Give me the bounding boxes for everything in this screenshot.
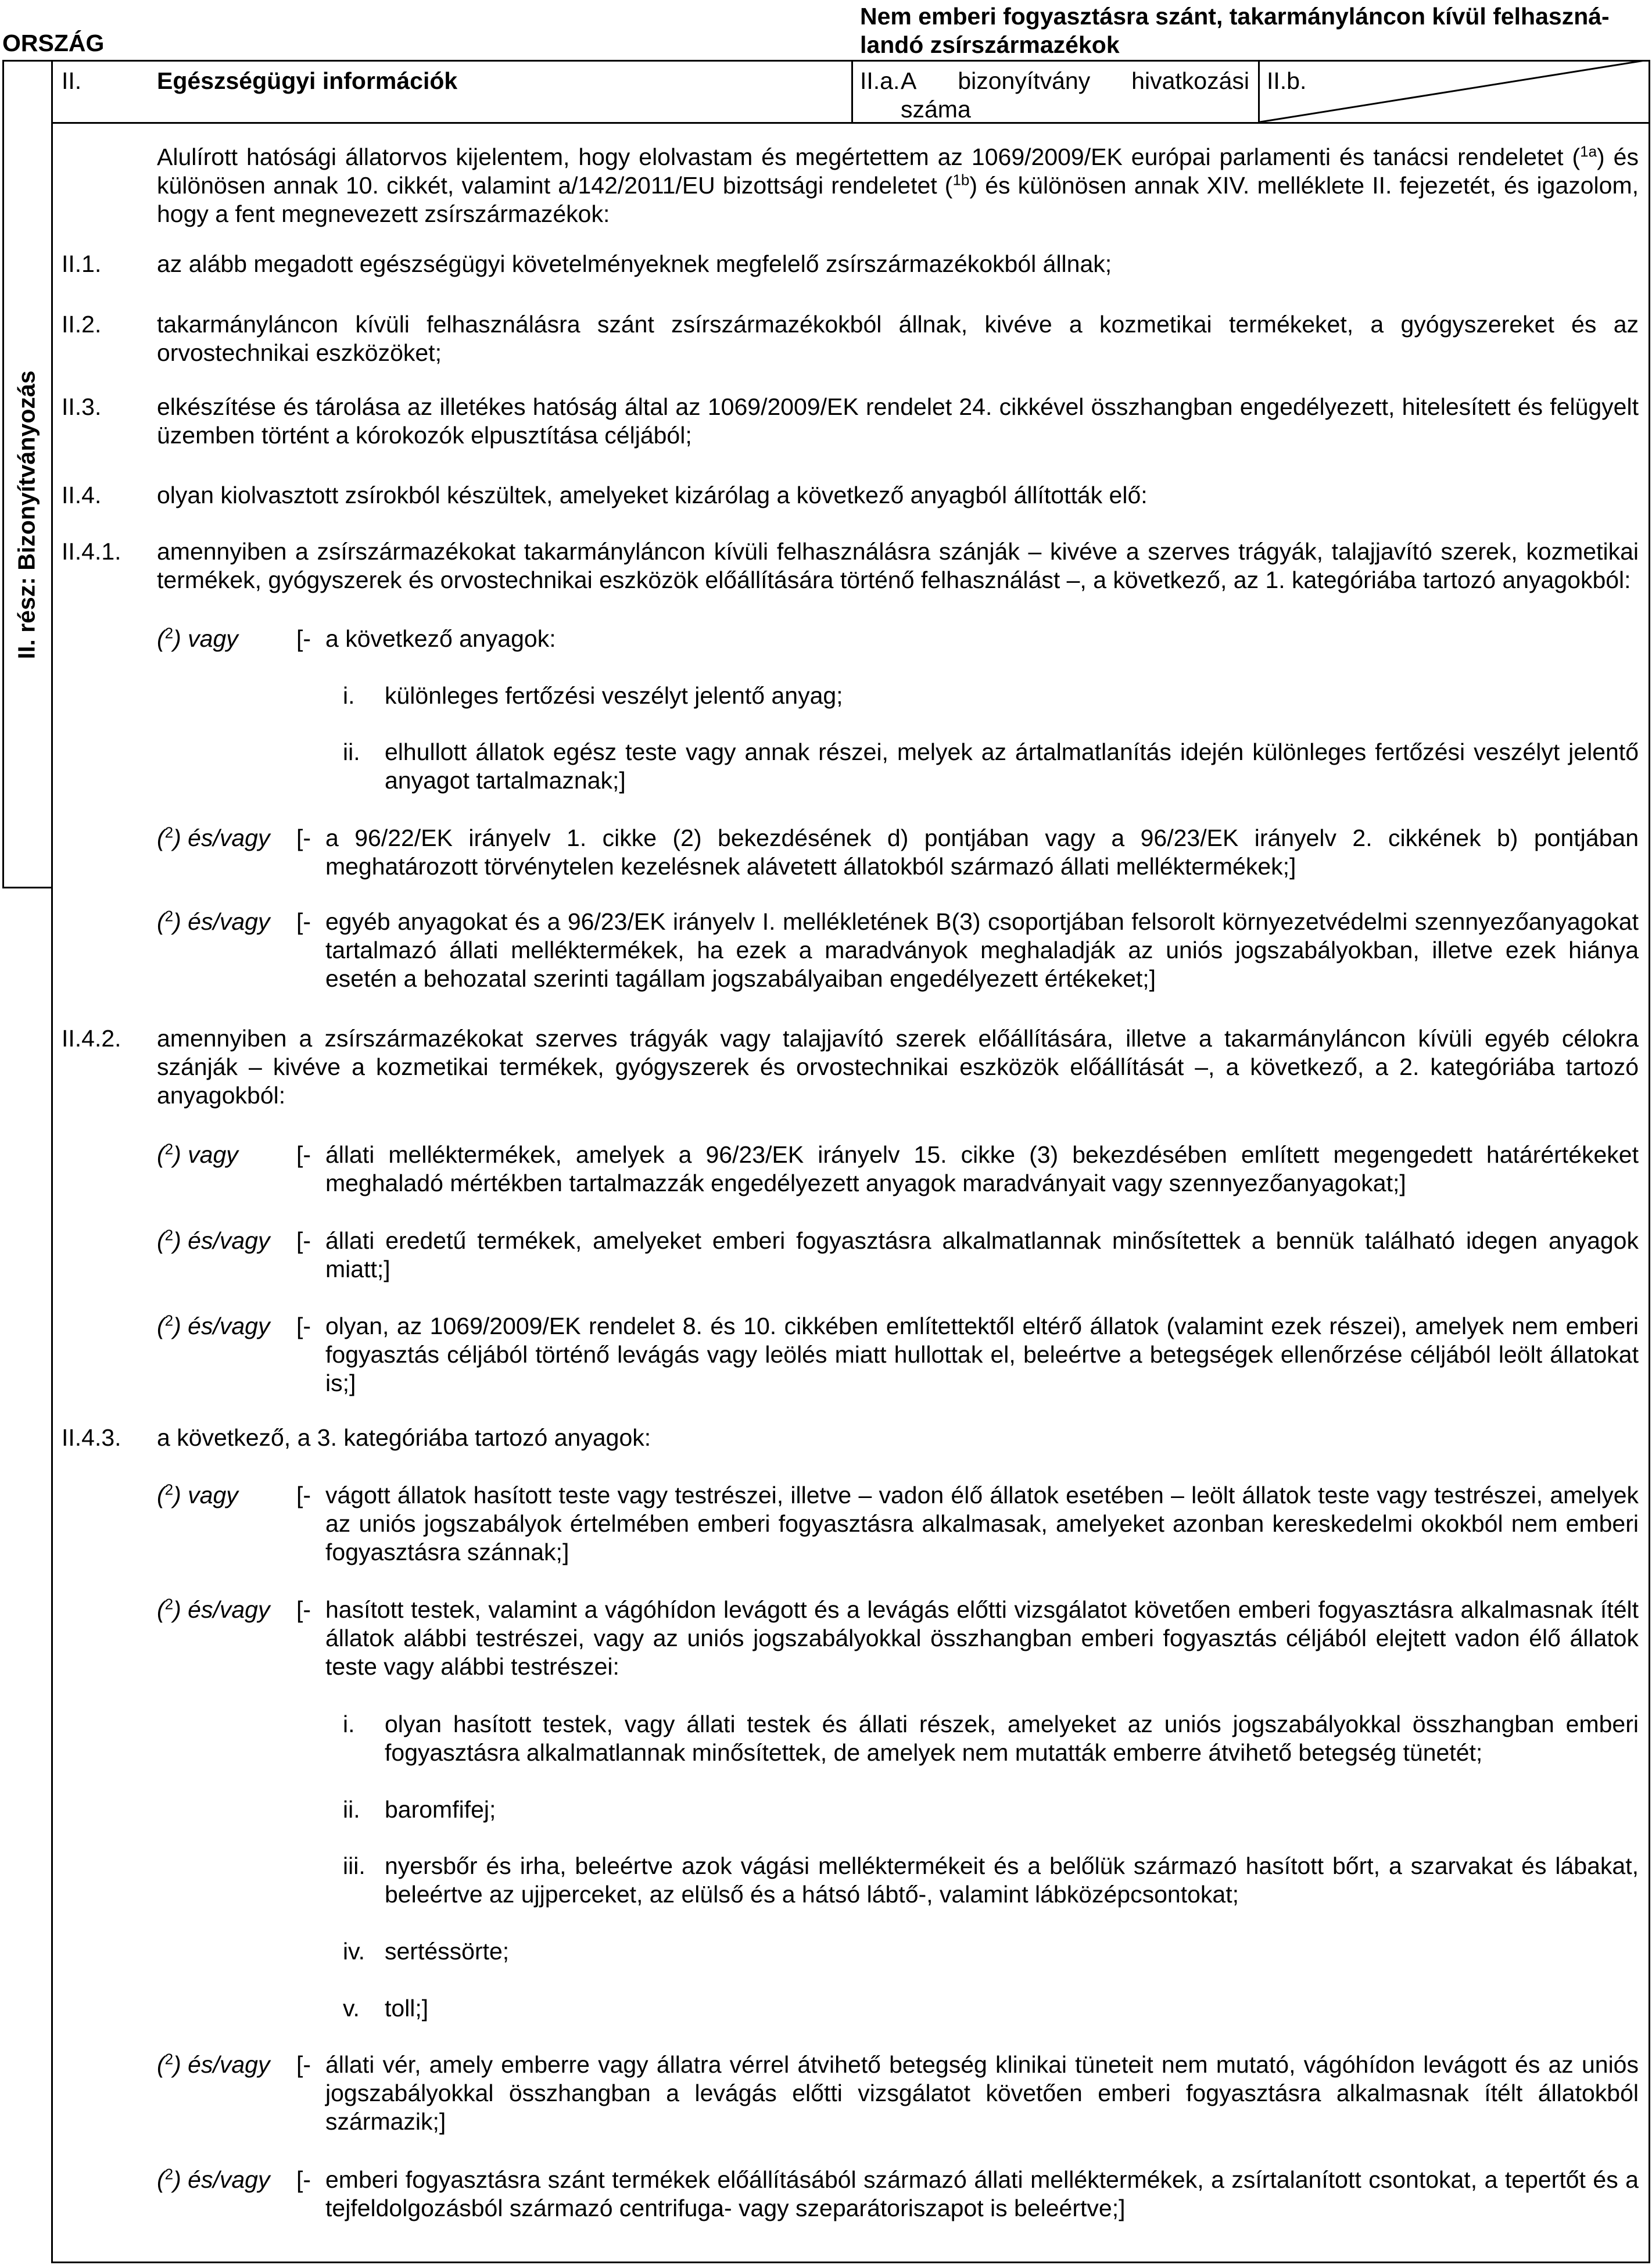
cat3-b-i-text: olyan hasított testek, vagy állati testek és állati részek, amelyeket az uniós jogszabályokkal összhangban emberi fogyasztásra alkalmatlannak minősítettek, de amelyek nem mutatták emberre átvihető betegség tünetét; — [385, 1711, 1639, 1766]
cat1-a-i-num: i. — [343, 682, 355, 709]
frame-bottom-line — [51, 2262, 1650, 2263]
frame-right-line — [1649, 60, 1650, 2263]
section-ii41-text: amennyiben a zsírszármazékokat takarmányláncon kívüli felhasználásra szánják – kivéve a szerves trágyák, talajjavító szerek, kozmetikai termékek, gyógyszerek és orvostechnikai eszközök előállítására történő felhasználást –, a következő, az 1. kategóriába tartozó anyagokból: — [157, 538, 1639, 594]
cat3-b-iv-num: iv. — [343, 1938, 365, 1965]
cat3-b-text: hasított testek, valamint a vágóhídon levágott és a levágás előtti vizsgálatot követően emberi fogyasztásra alkalmasnak ítélt állatok alábbi testrészei, vagy az uniós jogszabályokkal összhangban emberi fogyasztás céljából elejtett vadon élő állatok teste vagy alábbi testrészei: — [325, 1596, 1639, 1680]
cat3-b-ii-text: baromfifej; — [385, 1796, 496, 1823]
section-ii43-number: II.4.3. — [62, 1424, 121, 1451]
cat2-c-bracket: [- — [296, 1313, 311, 1339]
cat3-a-option: ($^2$) vagy — [157, 1481, 238, 1508]
cat3-c-option: ($^2$) és/vagy — [157, 2050, 270, 2078]
ref-label-w2: bizonyítvány — [958, 67, 1091, 94]
cat1-c-option: ($^2$) és/vagy — [157, 907, 270, 935]
cat2-a-text: állati melléktermékek, amelyek a 96/23/EK irányelv 15. cikke (3) bekezdésében említett megengedett határértékeket meghaladó mértékben tartalmazzák engedélyezett anyagok maradványait vagy szennyezőanyagokat;] — [325, 1141, 1639, 1197]
cat2-c-option: ($^2$) és/vagy — [157, 1311, 270, 1339]
cat2-b-bracket: [- — [296, 1227, 311, 1254]
cat3-b-iii-num: iii. — [343, 1852, 365, 1879]
cat1-c-bracket: [- — [296, 908, 311, 935]
cat3-b-iv-text: sertéssörte; — [385, 1938, 510, 1965]
country-label: ORSZÁG — [2, 30, 105, 56]
section-ii2-number: II.2. — [62, 311, 102, 338]
section-ii41-number: II.4.1. — [62, 538, 121, 565]
section-ii4-text: olyan kiolvasztott zsírokból készültek, amelyeket kizárólag a következő anyagból állították elő: — [157, 482, 1148, 508]
cat3-d-bracket: [- — [296, 2166, 311, 2193]
cat1-b-text: a 96/22/EK irányelv 1. cikke (2) bekezdésének d) pontjában vagy a 96/23/EK irányelv 2. cikkének b) pontjában meghatározott törvénytelen kezelésnek alávetett állatokból származó állati melléktermékek;] — [325, 825, 1639, 880]
cat1-a-ii-num: ii. — [343, 739, 360, 765]
ref-label-line2: száma — [901, 96, 971, 123]
cat3-a-text: vágott állatok hasított teste vagy testrészei, illetve – vadon élő állatok esetében – leölt állatok teste vagy testrészei, amelyek az uniós jogszabályok értelmében emberi fogyasztásra alkalmasak, amelyeket azonban kereskedelmi okokból nem emberi fogyasztásra szánnak;] — [325, 1482, 1639, 1566]
info-row-title: Egészségügyi információk — [157, 67, 458, 94]
sidebar-bottom-line — [2, 887, 53, 888]
section-ii4-number: II.4. — [62, 482, 102, 508]
ref-label-line1 — [901, 67, 1249, 95]
cat2-a-bracket: [- — [296, 1141, 311, 1168]
cat2-b-option: ($^2$) és/vagy — [157, 1226, 270, 1254]
cat1-a-text: a következő anyagok: — [325, 625, 556, 652]
ref-label-w1: A — [901, 67, 917, 94]
cat3-b-v-num: v. — [343, 1995, 360, 2022]
cat3-b-i-num: i. — [343, 1711, 355, 1737]
cat1-b-option: ($^2$) és/vagy — [157, 823, 270, 851]
cat3-b-option: ($^2$) és/vagy — [157, 1595, 270, 1623]
cat3-b-iii-text: nyersbőr és irha, beleértve azok vágási melléktermékeit és a belőlük származó hasított bőrt, a szarvakat és lábakat, beleértve az ujjperceket, az elülső és a hátsó lábtő-, valamint lábközépcsontokat; — [385, 1852, 1639, 1908]
ref-number-label: II.a. — [860, 67, 900, 94]
cat3-b-ii-num: ii. — [343, 1796, 360, 1823]
section-ii1-text: az alább megadott egészségügyi követelményeknek megfelelő zsírszármazékokból állnak; — [157, 250, 1112, 277]
commodity-title-line2: landó zsírszármazékok — [860, 31, 1120, 59]
cat3-c-text: állati vér, amely emberre vagy állatra vérrel átvihető betegség klinikai tüneteit nem mutató, vágóhídon levágott és az uniós jogszabályokkal összhangban a levágás előtti vizsgálatot követően emberi fogyasztásra alkalmasnak ítélt állatokból származik;] — [325, 2051, 1639, 2135]
section-ii42-number: II.4.2. — [62, 1025, 121, 1052]
cat3-b-bracket: [- — [296, 1596, 311, 1623]
intro-paragraph: Alulírott hatósági állatorvos kijelentem, hogy elolvastam és megértettem az 1069/2009/EK európai parlamenti és tanácsi rendeletet ($^{1a}$) és különösen annak 10. cikkét, valamint a/142/2011/EU bizottsági rendeletet ($^{1b}$) és különösen annak XIV. melléklete II. fejezetét, és igazolom, hogy a fent megnevezett zsírszármazékok: — [157, 142, 1639, 228]
cat3-d-text: emberi fogyasztásra szánt termékek előállításából származó állati melléktermékek, a zsírtalanított csontokat, a tepertőt és a tejfeldolgozásból származó centrifuga- vagy szeparátoriszapot is beleértve;] — [325, 2166, 1639, 2222]
info-row-number: II. — [62, 67, 82, 94]
commodity-title — [860, 2, 1639, 59]
cat3-a-bracket: [- — [296, 1482, 311, 1508]
ref-label-w3: hivatkozási — [1131, 67, 1249, 94]
part-side-label: II. rész: Bizonyítványozás — [13, 370, 40, 660]
info-row-divider-1 — [851, 60, 853, 124]
cat3-b-v-text: toll;] — [385, 1995, 429, 2022]
ref-label — [901, 67, 1249, 124]
section-ii43-text: a következő, a 3. kategóriába tartozó anyagok: — [157, 1424, 651, 1451]
info-row-diagonal — [1260, 60, 1649, 123]
cat1-a-i-text: különleges fertőzési veszélyt jelentő anyag; — [385, 682, 843, 709]
cat1-b-bracket: [- — [296, 825, 311, 851]
cat1-a-option: ($^2$) vagy — [157, 624, 238, 652]
cat3-c-bracket: [- — [296, 2051, 311, 2078]
section-ii3-text: elkészítése és tárolása az illetékes hatóság által az 1069/2009/EK rendelet 24. cikkével összhangban engedélyezett, hitelesített és felügyelt üzemben történt a kórokozók elpusztítása céljából; — [157, 393, 1639, 449]
section-ii1-number: II.1. — [62, 250, 102, 277]
cat2-c-text: olyan, az 1069/2009/EK rendelet 8. és 10. cikkében említettektől eltérő állatok (valamint ezek részei), amelyek nem emberi fogyasztás céljából történő levágás vagy leölés miatt hullottak el, beleértve a betegségek ellenőrzése céljából leölt állatokat is;] — [325, 1313, 1639, 1397]
cat3-d-option: ($^2$) és/vagy — [157, 2165, 270, 2193]
section-ii2-text: takarmányláncon kívüli felhasználásra szánt zsírszármazékokból állnak, kivéve a kozmetikai termékeket, a gyógyszereket és az orvostechnikai eszközöket; — [157, 311, 1639, 367]
cat2-a-option: ($^2$) vagy — [157, 1140, 238, 1168]
cat1-c-text: egyéb anyagokat és a 96/23/EK irányelv I. mellékletének B(3) csoportjában felsorolt környezetvédelmi szennyezőanyagokat tartalmazó állati melléktermékek, ha ezek a maradványok meghaladják az uniós jogszabályokban, illetve ezek hiánya esetén a behozatal szerinti tagállam jogszabályaiban engedélyezett értékeket;] — [325, 908, 1639, 992]
frame-inner-left-line — [51, 60, 53, 2263]
cat2-b-text: állati eredetű termékek, amelyeket emberi fogyasztásra alkalmatlannak minősítettek a bennük található idegen anyagok miatt;] — [325, 1227, 1639, 1283]
commodity-title-line1: Nem emberi fogyasztásra szánt, takarmányláncon kívül felhaszná- — [860, 3, 1610, 30]
iib-label: II.b. — [1267, 67, 1307, 94]
cat1-a-bracket: [- — [296, 625, 311, 652]
section-ii3-number: II.3. — [62, 393, 102, 420]
section-ii42-text: amennyiben a zsírszármazékokat szerves trágyák vagy talajjavító szerek előállítására, illetve a takarmányláncon kívüli egyéb célokra szánják – kivéve a kozmetikai termékek, gyógyszerek és orvostechnikai eszközök előállítását –, a következő, a 2. kategóriába tartozó anyagokból: — [157, 1025, 1639, 1109]
cat1-a-ii-text: elhullott állatok egész teste vagy annak részei, melyek az ártalmatlanítás idején különleges fertőzési veszélyt jelentő anyagot tartalmaznak;] — [385, 739, 1639, 794]
